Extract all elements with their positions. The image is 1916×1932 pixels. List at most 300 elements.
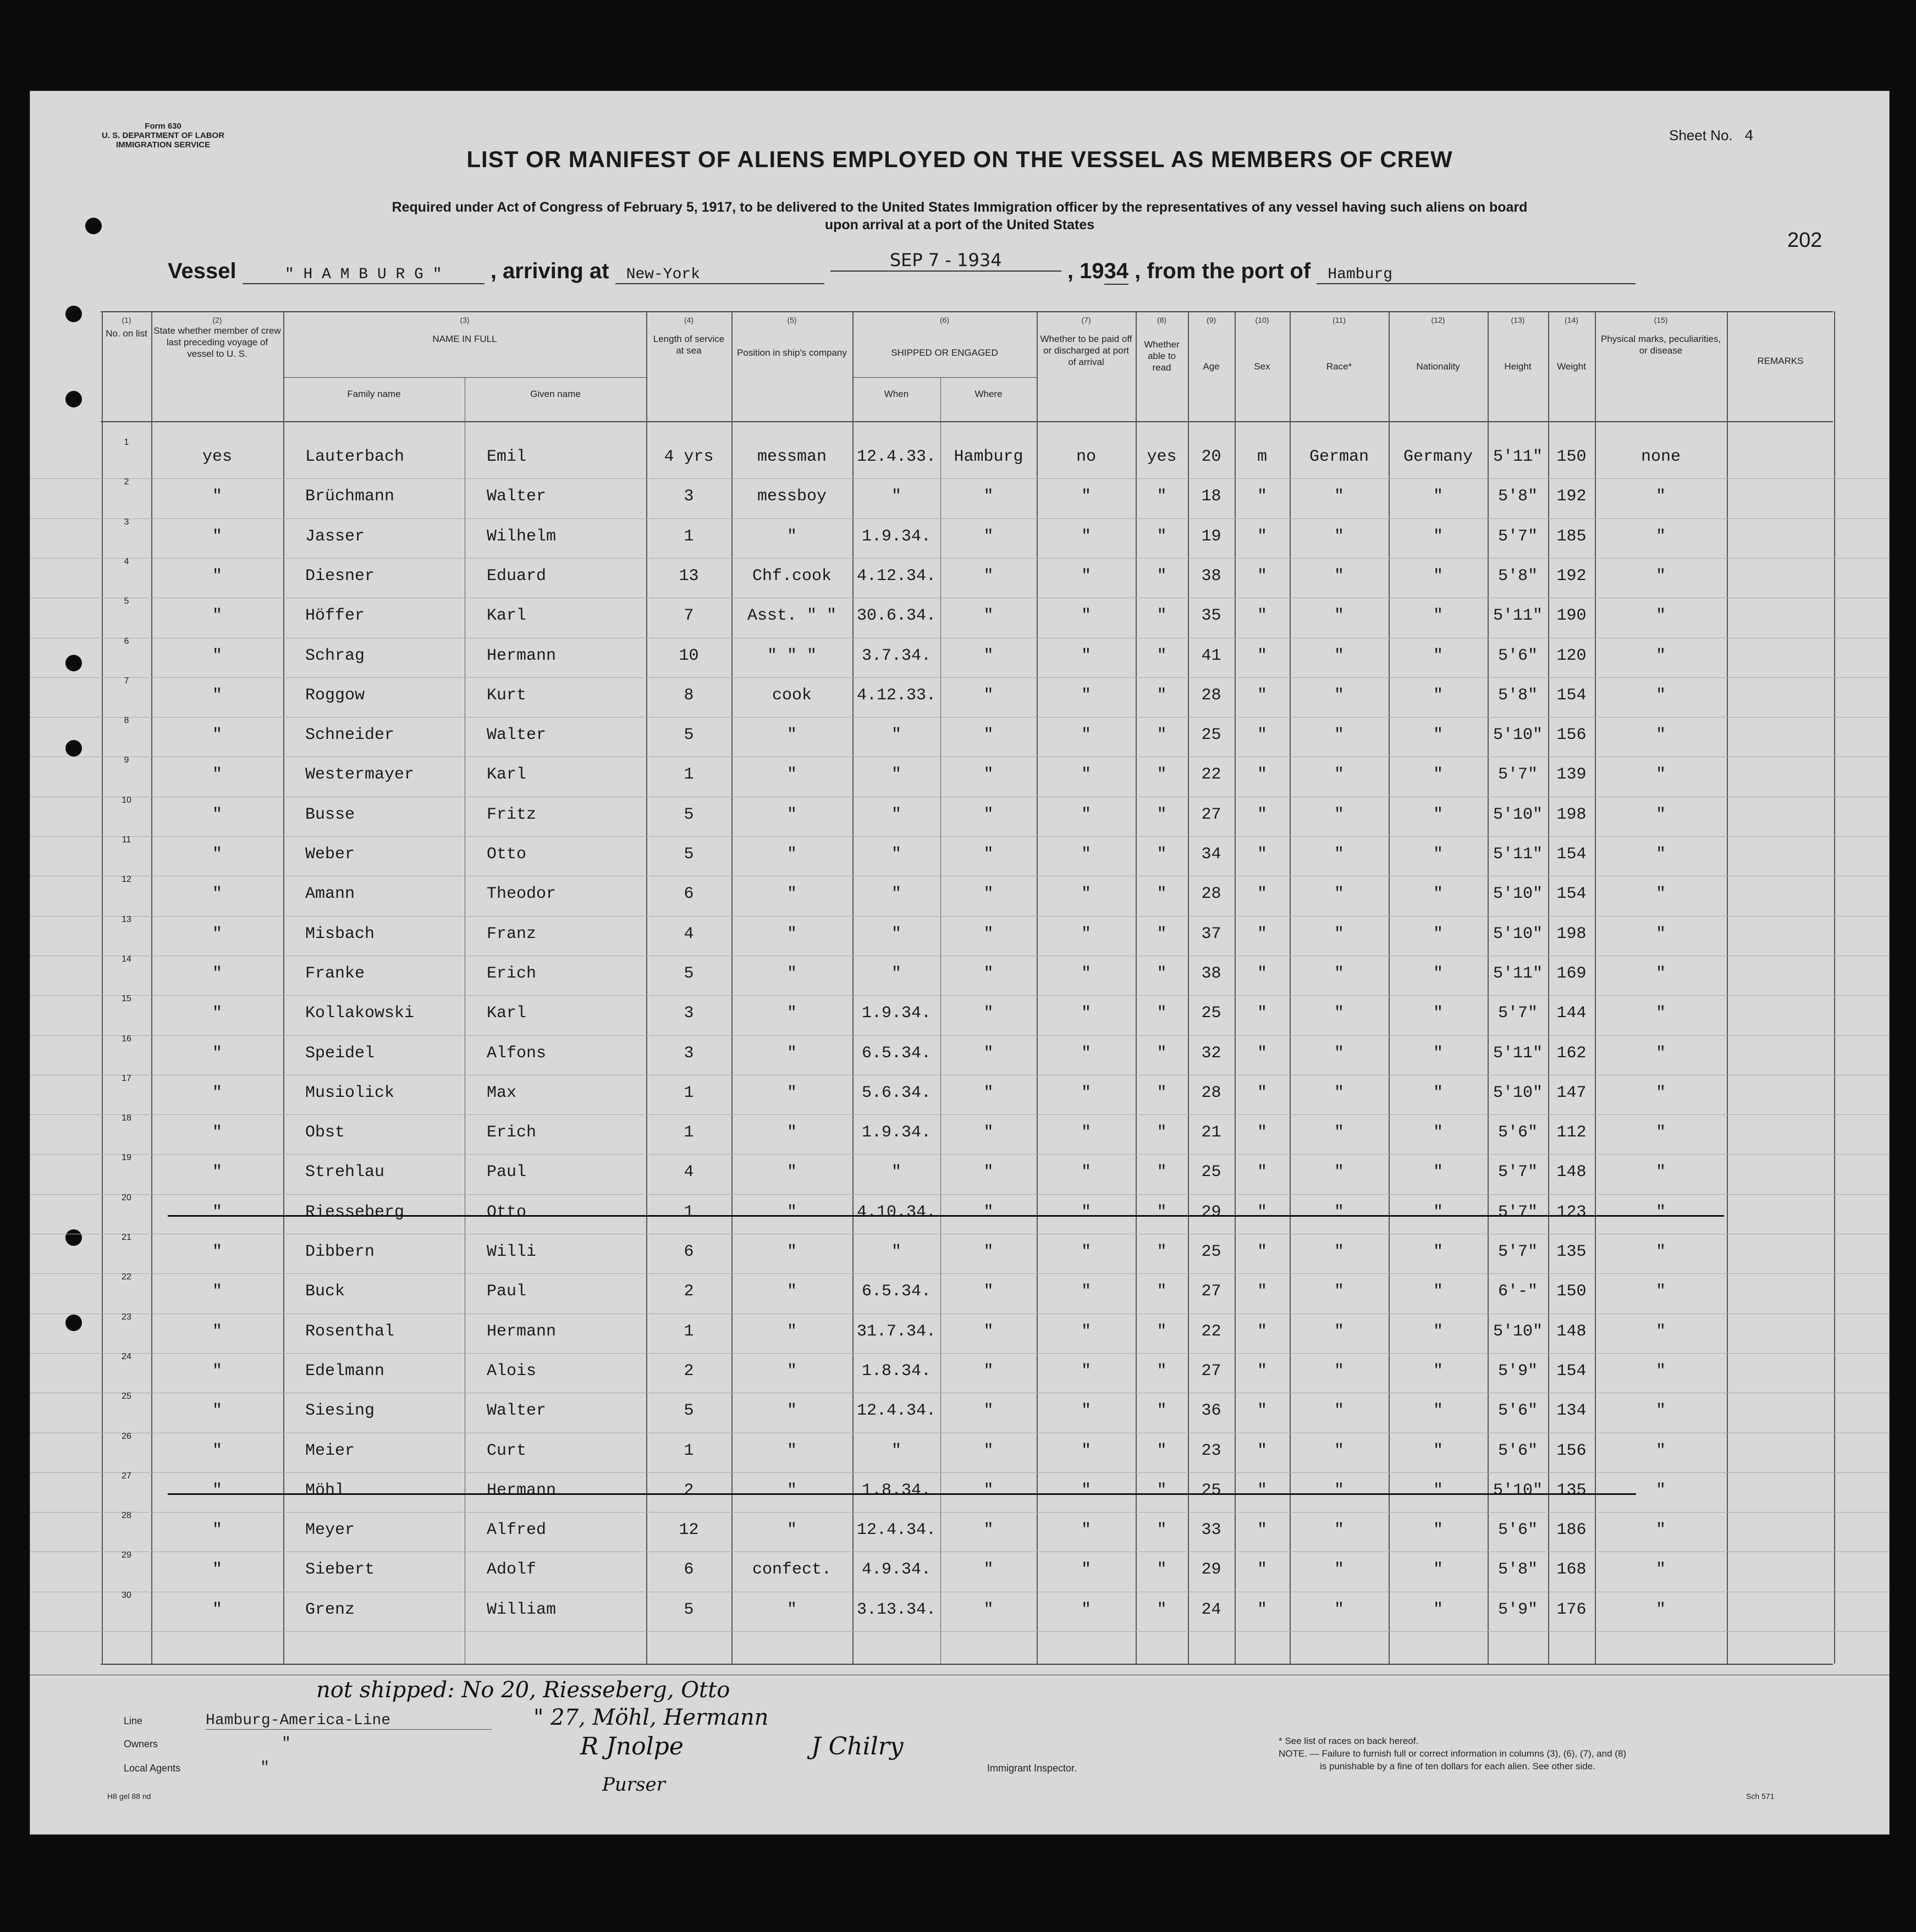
cell-family: Meier [305,1441,355,1460]
cell-service: 1 [684,1322,694,1341]
cell-race: " [1334,1202,1344,1222]
cell-no: 30 [122,1590,131,1600]
cell-race: " [1334,1083,1344,1102]
column-header: Race* [1326,361,1352,372]
cell-where: " [983,1202,994,1222]
cell-race: " [1334,805,1344,824]
cell-sex: " [1257,1044,1267,1063]
cell-family: Brüchmann [305,487,395,506]
cell-family: Schrag [305,646,365,665]
cell-read: " [1157,1004,1167,1023]
cell-age: 27 [1201,1361,1221,1381]
cell-service: 5 [684,845,694,864]
cell-where: " [983,1560,994,1580]
cell-paid: " [1081,1123,1091,1142]
cell-when: " [891,487,901,506]
strikethrough-line [168,1215,1724,1217]
cell-nat: " [1433,1004,1443,1023]
cell-no: 27 [122,1471,131,1481]
agents-field [124,1759,269,1776]
cell-sex: " [1257,1322,1267,1341]
cell-given: Otto [487,845,527,864]
cell-read: " [1157,686,1167,705]
cell-age: 41 [1201,646,1221,665]
cell-age: 28 [1201,686,1221,705]
cell-service: 5 [684,805,694,824]
cell-nat: " [1433,1322,1443,1341]
column-rule [1037,311,1038,1664]
row-rule [30,1472,1889,1473]
sheet-number [1669,127,1754,145]
cell-no: 22 [122,1272,131,1282]
column-rule [1727,311,1728,1664]
penalty-note-2: is punishable by a fine of ten dollars for each alien. See other side. [1320,1761,1595,1771]
cell-when: " [891,1441,901,1460]
cell-age: 32 [1201,1044,1221,1063]
cell-read: " [1157,1322,1167,1341]
cell-prev: " [212,964,222,983]
owners-label: Owners [124,1738,158,1749]
cell-race: " [1334,1044,1344,1063]
cell-given: Max [487,1083,517,1102]
cell-race: " [1334,1163,1344,1182]
cell-marks: " [1655,686,1666,705]
cell-family: Möhl [305,1481,345,1500]
cell-age: 25 [1201,1004,1221,1023]
cell-sex: " [1257,1123,1267,1142]
cell-no: 14 [122,954,131,964]
column-subheader: Family name [347,389,401,399]
cell-race: " [1334,1521,1344,1540]
cell-race: " [1334,1441,1344,1460]
cell-weight: 150 [1556,1282,1587,1301]
column-rule [102,311,103,1664]
vessel-label: Vessel [168,259,236,283]
cell-sex: " [1257,1361,1267,1381]
column-rule [1136,311,1137,1664]
cell-sex: " [1257,1401,1267,1421]
cell-paid: " [1081,885,1091,904]
cell-where: " [983,964,994,983]
cell-given: Hermann [487,1322,557,1341]
cell-weight: 144 [1556,1004,1587,1023]
cell-prev: " [212,686,222,705]
column-number: (9) [1206,316,1216,324]
punch-hole [65,740,82,757]
cell-nat: " [1433,1163,1443,1182]
cell-age: 22 [1201,765,1221,785]
cell-read: " [1157,964,1167,983]
cell-prev: " [212,885,222,904]
cell-position: " [786,1361,797,1381]
cell-when: 1.9.34. [861,1123,932,1142]
cell-family: Westermayer [305,765,415,785]
column-number: (14) [1565,316,1578,324]
cell-paid: " [1081,726,1091,745]
column-header: Height [1504,361,1532,372]
cell-paid: " [1081,1560,1091,1580]
cell-no: 24 [122,1351,131,1361]
cell-prev: " [212,1163,222,1182]
cell-no: 29 [122,1550,131,1560]
cell-when: 4.10.34. [856,1202,937,1222]
penalty-note-1: NOTE. — Failure to furnish full or correct information in columns (3), (6), (7), and (8) [1279,1748,1627,1759]
page-number: 202 [1787,229,1823,252]
column-rule [1595,311,1596,1664]
cell-sex: " [1257,527,1267,546]
cell-race: " [1334,487,1344,506]
cell-height: 5'9" [1497,1361,1538,1381]
cell-where: " [983,646,994,665]
cell-no: 18 [122,1113,131,1123]
cell-given: Alfons [487,1044,547,1063]
cell-where: " [983,686,994,705]
cell-age: 35 [1201,606,1221,626]
cell-prev: " [212,1123,222,1142]
cell-marks: " [1655,1282,1666,1301]
cell-no: 13 [122,914,131,924]
cell-race: " [1334,527,1344,546]
cell-weight: 186 [1556,1521,1587,1540]
cell-prev: " [212,1083,222,1102]
cell-given: Paul [487,1163,527,1182]
cell-paid: " [1081,487,1091,506]
cell-age: 28 [1201,885,1221,904]
cell-read: " [1157,1282,1167,1301]
cell-age: 19 [1201,527,1221,546]
cell-weight: 123 [1556,1202,1587,1222]
cell-prev: " [212,726,222,745]
column-header: Sex [1254,361,1270,372]
cell-service: 5 [684,726,694,745]
cell-marks: " [1655,1123,1666,1142]
cell-marks: " [1655,1004,1666,1023]
purser-signature: R Jnolpe [580,1732,684,1760]
cell-given: Alfred [487,1521,547,1540]
departure-port: Hamburg [1317,266,1636,284]
cell-where: " [983,1083,994,1102]
cell-service: 13 [679,566,699,586]
cell-no: 9 [124,755,129,765]
cell-family: Amann [305,885,355,904]
not-shipped-note-1: not shipped: No 20, Riesseberg, Otto [316,1677,730,1703]
subtitle-line-2: upon arrival at a port of the United States [824,217,1095,233]
cell-race: " [1334,1361,1344,1381]
cell-weight: 139 [1556,765,1587,785]
cell-nat: " [1433,1243,1443,1261]
cell-paid: " [1081,805,1091,824]
cell-service: 1 [684,527,694,546]
cell-read: " [1157,1243,1167,1261]
cell-sex: " [1257,606,1267,626]
cell-age: 28 [1201,1083,1221,1102]
cell-paid: " [1081,1600,1091,1619]
cell-where: " [983,487,994,506]
cell-no: 17 [122,1073,131,1083]
form-header [102,122,224,150]
cell-no: 2 [124,477,129,487]
column-number: (3) [460,316,470,324]
cell-height: 5'8" [1497,686,1538,705]
row-rule [30,1313,1889,1314]
cell-prev: " [212,566,222,586]
cell-age: 27 [1201,1282,1221,1301]
row-rule [30,1035,1889,1036]
cell-service: 5 [684,964,694,983]
cell-where: " [983,845,994,864]
cell-where: " [983,566,994,586]
row-rule [30,836,1889,837]
cell-read: " [1157,1401,1167,1421]
row-rule [30,1194,1889,1195]
cell-age: 27 [1201,805,1221,824]
cell-age: 34 [1201,845,1221,864]
cell-marks: " [1655,1202,1666,1222]
cell-nat: " [1433,1441,1443,1460]
cell-nat: " [1433,885,1443,904]
cell-where: " [983,805,994,824]
cell-family: Siesing [305,1401,375,1421]
cell-service: 10 [679,646,699,665]
cell-sex: " [1257,1243,1267,1261]
cell-nat: " [1433,805,1443,824]
cell-height: 5'6" [1497,1123,1538,1142]
cell-age: 29 [1201,1202,1221,1222]
cell-given: Adolf [487,1560,537,1580]
cell-paid: " [1081,686,1091,705]
cell-no: 5 [124,597,129,606]
manifest-sheet [30,91,1890,1835]
column-number: (1) [122,316,131,324]
cell-height: 5'7" [1497,1004,1538,1023]
cell-race: " [1334,964,1344,983]
cell-marks: " [1655,726,1666,745]
column-header: Length of service at sea [653,334,725,356]
cell-race: " [1334,765,1344,785]
cell-nat: " [1433,1044,1443,1063]
cell-given: Eduard [487,566,547,586]
cell-weight: 192 [1556,566,1587,586]
cell-where: " [983,1004,994,1023]
cell-where: " [983,924,994,943]
cell-no: 11 [122,835,131,844]
cell-nat: " [1433,527,1443,546]
cell-nat: " [1433,765,1443,785]
cell-age: 20 [1201,448,1221,466]
cell-weight: 154 [1556,885,1587,904]
cell-age: 29 [1201,1560,1221,1580]
cell-read: " [1157,765,1167,785]
cell-service: 1 [684,1083,694,1102]
agents-value: " [260,1759,269,1776]
column-number: (5) [787,316,797,324]
agents-label: Local Agents [124,1763,181,1774]
cell-read: " [1157,1202,1167,1222]
cell-position: " [786,964,797,983]
column-number: (10) [1255,316,1269,324]
cell-sex: " [1257,805,1267,824]
column-rule [1235,311,1236,1664]
cell-family: Schneider [305,726,395,745]
cell-read: " [1157,646,1167,665]
cell-position: confect. [752,1560,832,1580]
cell-family: Rosenthal [305,1322,395,1341]
cell-read: " [1157,726,1167,745]
cell-given: Alois [487,1361,537,1381]
cell-when: 1.8.34. [861,1481,932,1500]
cell-when: 3.13.34. [856,1600,937,1619]
inspector-signature: J Chilry [811,1732,904,1760]
cell-marks: " [1655,805,1666,824]
sheet-number-value: 4 [1744,128,1754,145]
cell-no: 25 [122,1392,131,1401]
cell-height: 5'11" [1493,845,1543,864]
cell-position: " [786,1521,797,1540]
cell-given: Wilhelm [487,527,557,546]
cell-marks: " [1655,646,1666,665]
cell-given: Erich [487,964,537,983]
cell-prev: " [212,527,222,546]
cell-sex: " [1257,1481,1267,1500]
cell-where: " [983,1322,994,1341]
column-rule [1290,311,1291,1664]
cell-age: 18 [1201,487,1221,506]
cell-service: 5 [684,1401,694,1421]
cell-when: 4.9.34. [861,1560,932,1580]
cell-sex: " [1257,646,1267,665]
column-header: Position in ship's company [737,347,847,358]
cell-marks: " [1655,1083,1666,1102]
cell-height: 5'8" [1497,487,1538,506]
cell-position: messboy [757,487,827,506]
column-header: Whether to be paid off or discharged at port of arrival [1040,334,1132,367]
column-rule [646,311,647,1664]
column-header: SHIPPED OR ENGAGED [891,347,998,358]
cell-position: " [786,1004,797,1023]
cell-height: 5'10" [1493,726,1543,745]
cell-when: 12.4.33. [856,448,937,466]
header-bottom-rule [101,421,1833,422]
row-rule [30,558,1889,559]
cell-height: 5'7" [1497,1163,1538,1182]
column-header: REMARKS [1757,356,1804,366]
cell-paid: " [1081,606,1091,626]
column-subheader: When [884,389,909,399]
cell-height: 5'6" [1497,646,1538,665]
cell-height: 5'6" [1497,1441,1538,1460]
cell-race: " [1334,726,1344,745]
cell-prev: " [212,1560,222,1580]
row-rule [30,1631,1889,1632]
cell-age: 24 [1201,1600,1221,1619]
cell-marks: " [1655,924,1666,943]
cell-paid: " [1081,1243,1091,1261]
cell-where: " [983,726,994,745]
cell-marks: " [1655,1401,1666,1421]
cell-read: " [1157,566,1167,586]
cell-read: " [1157,527,1167,546]
cell-given: Paul [487,1282,527,1301]
cell-family: Kollakowski [305,1004,415,1023]
cell-race: " [1334,885,1344,904]
cell-no: 10 [122,795,131,805]
cell-service: 6 [684,1243,694,1261]
cell-weight: 150 [1556,448,1587,466]
cell-given: Walter [487,487,547,506]
cell-nat: " [1433,726,1443,745]
cell-sex: " [1257,765,1267,785]
cell-nat: " [1433,646,1443,665]
cell-sex: " [1257,1560,1267,1580]
cell-service: 3 [684,487,694,506]
cell-where: " [983,1521,994,1540]
cell-when: 6.5.34. [861,1282,932,1301]
cell-when: 1.9.34. [861,527,932,546]
line-label: Line [124,1715,143,1726]
cell-nat: " [1433,964,1443,983]
cell-age: 23 [1201,1441,1221,1460]
cell-position: messman [757,448,827,466]
cell-paid: " [1081,1163,1091,1182]
cell-race: " [1334,1401,1344,1421]
cell-given: Emil [487,448,527,466]
cell-age: 33 [1201,1521,1221,1540]
cell-prev: " [212,765,222,785]
year: 34 [1104,259,1129,285]
cell-given: Fritz [487,805,537,824]
arrival-date-stamp: SEP 7 - 1934 [830,250,1061,272]
cell-paid: " [1081,1083,1091,1102]
form-service: IMMIGRATION SERVICE [115,140,211,150]
cell-no: 26 [122,1431,131,1441]
cell-family: Weber [305,845,355,864]
cell-read: " [1157,845,1167,864]
document-subtitle [168,198,1752,234]
year-prefix: , 19 [1067,259,1104,283]
cell-position: " " " [767,646,817,665]
cell-nat: " [1433,1282,1443,1301]
cell-weight: 156 [1556,1441,1587,1460]
cell-prev: " [212,1361,222,1381]
cell-weight: 134 [1556,1401,1587,1421]
cell-paid: " [1081,1441,1091,1460]
column-rule [283,311,284,1664]
cell-height: 5'10" [1493,805,1543,824]
column-header: Physical marks, peculiarities, or disease [1600,334,1721,356]
cell-sex: " [1257,487,1267,506]
cell-position: Asst. " " [747,606,837,626]
cell-weight: 198 [1556,924,1587,943]
cell-prev: " [212,805,222,824]
cell-marks: none [1640,448,1681,466]
column-header: Weight [1557,361,1586,372]
cell-given: Theodor [487,885,557,904]
cell-height: 5'10" [1493,924,1543,943]
cell-position: Chf.cook [752,566,832,586]
cell-nat: " [1433,845,1443,864]
cell-family: Grenz [305,1600,355,1619]
race-note: * See list of races on back hereof. [1279,1736,1419,1746]
cell-marks: " [1655,606,1666,626]
document-title: LIST OR MANIFEST OF ALIENS EMPLOYED ON THE VESSEL AS MEMBERS OF CREW [466,146,1453,172]
cell-sex: m [1257,448,1267,466]
cell-marks: " [1655,1481,1666,1500]
cell-height: 5'7" [1497,1243,1538,1261]
cell-age: 21 [1201,1123,1221,1142]
cell-height: 5'10" [1493,885,1543,904]
cell-height: 5'8" [1497,1560,1538,1580]
column-number: (8) [1157,316,1167,324]
